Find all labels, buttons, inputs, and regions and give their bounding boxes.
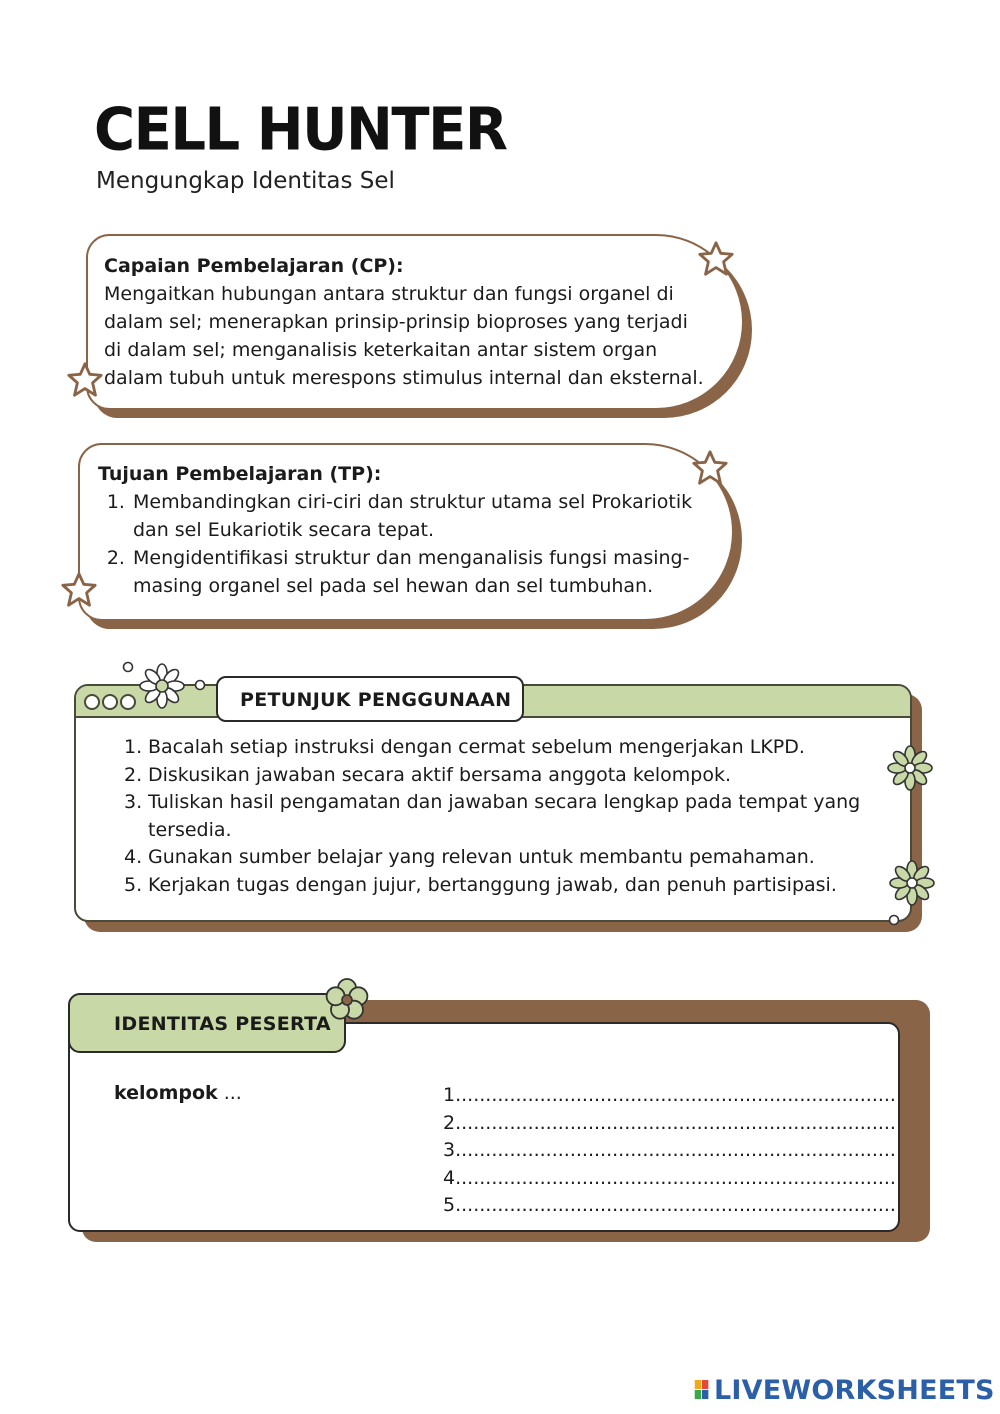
page-title: CELL HUNTER [94, 96, 507, 165]
window-dot-icon [120, 694, 136, 710]
flower-icon [320, 973, 374, 1027]
page-subtitle: Mengungkap Identitas Sel [96, 168, 395, 194]
member-list [443, 1082, 896, 1220]
flower-icon [884, 742, 936, 794]
member-line[interactable]: 5......................................................................... [443, 1194, 896, 1217]
window-dot-icon [84, 694, 100, 710]
member-line[interactable]: 4......................................................................... [443, 1166, 896, 1189]
tp-card [78, 443, 734, 621]
cp-card [86, 234, 744, 410]
list-item: Diskusikan jawaban secara aktif bersama anggota kelompok. [148, 763, 732, 786]
star-icon [691, 449, 729, 487]
circle-icon [121, 660, 135, 674]
instructions-list [126, 734, 866, 900]
list-item: Gunakan sumber belajar yang relevan untuk membantu pemahaman. [148, 846, 815, 869]
list-item: Kerjakan tugas dengan jujur, bertanggung jawab, dan penuh partisipasi. [148, 873, 837, 896]
brand-text: LIVEWORKSHEETS [714, 1374, 995, 1406]
group-label: kelompok [114, 1082, 218, 1104]
list-item: 1. Membandingkan ciri-ciri dan struktur utama sel Prokariotik dan sel Eukariotik secara tepat. [131, 488, 698, 544]
cp-heading: Capaian Pembelajaran (CP): [104, 255, 404, 277]
tp-list [98, 488, 698, 600]
star-icon [697, 240, 735, 278]
star-icon [66, 361, 104, 399]
instructions-title: PETUNJUK PENGGUNAAN [216, 676, 524, 722]
list-item: Tuliskan hasil pengamatan dan jawaban secara lengkap pada tempat yang tersedia. [148, 791, 861, 841]
group-value[interactable]: ... [223, 1082, 242, 1104]
logo-mark-icon [694, 1380, 710, 1400]
circle-icon [193, 678, 207, 692]
group-field[interactable] [114, 1082, 242, 1104]
circle-icon [887, 913, 901, 927]
list-item: 2. Mengidentifikasi struktur dan menganalisis fungsi masing-masing organel sel pada sel hewan dan sel tumbuhan. [131, 544, 698, 600]
flower-icon [886, 857, 938, 909]
member-line[interactable]: 3......................................................................... [443, 1139, 896, 1162]
identity-title: IDENTITAS PESERTA [68, 993, 346, 1053]
tp-heading: Tujuan Pembelajaran (TP): [98, 463, 382, 485]
star-icon [60, 571, 98, 609]
cp-text: Mengaitkan hubungan antara struktur dan fungsi organel di dalam sel; menerapkan prinsip-prinsip bioproses yang terjadi di dalam sel; menganalisis keterkaitan antar sistem organ dalam tubuh untuk merespons stimulus internal dan eksternal. [104, 283, 704, 389]
tp-body [98, 460, 698, 600]
window-dot-icon [102, 694, 118, 710]
flower-icon [136, 660, 188, 712]
cp-body [104, 252, 704, 392]
liveworksheets-logo[interactable] [694, 1374, 995, 1406]
member-line[interactable]: 2......................................................................... [443, 1111, 896, 1134]
list-item: Bacalah setiap instruksi dengan cermat sebelum mengerjakan LKPD. [148, 736, 805, 758]
member-line[interactable]: 1......................................................................... [443, 1084, 896, 1106]
